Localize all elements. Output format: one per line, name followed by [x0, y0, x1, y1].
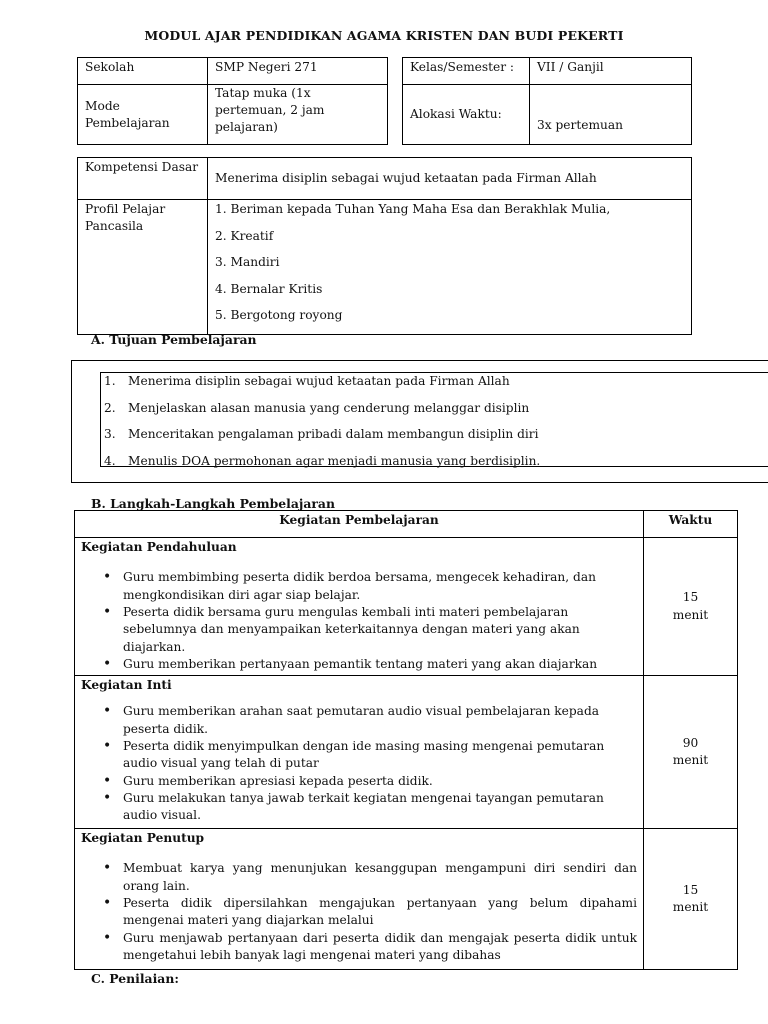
waktu-unit: menit: [672, 607, 709, 622]
phase-cell-penutup: [75, 829, 644, 970]
bullet-item: • Peserta didik menyimpulkan dengan ide masing masing mengenai pemutaran audio visual yang telah di putar: [75, 738, 643, 773]
tujuan-num: 3.: [104, 427, 116, 441]
langkah-table: [74, 510, 738, 970]
waktu-unit: menit: [672, 900, 709, 914]
tujuan-item: [104, 373, 768, 400]
waktu-cell-pendahuluan: [644, 538, 738, 676]
kelas-label: Kelas/Semester :: [403, 58, 530, 85]
profil-item: 2. Kreatif: [215, 228, 274, 243]
sekolah-label: Sekolah: [78, 58, 208, 85]
waktu-number: 15: [682, 882, 699, 897]
document-title: MODUL AJAR PENDIDIKAN AGAMA KRISTEN DAN BUDI PEKERTI: [144, 28, 624, 43]
bullet-item: • Guru membimbing peserta didik berdoa bersama, mengecek kehadiran, dan mengkondisikan diri agar siap belajar.: [75, 569, 643, 604]
phase-bullets-pendahuluan: [75, 569, 643, 673]
section-a-heading: A. Tujuan Pembelajaran: [91, 332, 257, 347]
info-table-right: [402, 57, 692, 145]
phase-cell-inti: [75, 676, 644, 829]
waktu-number: 15: [682, 590, 699, 605]
tujuan-text: Menulis DOA permohonan agar menjadi manusia yang berdisiplin.: [128, 453, 541, 468]
alokasi-value: 3x pertemuan: [530, 85, 692, 145]
section-b-heading: B. Langkah-Langkah Pembelajaran: [91, 496, 335, 511]
tujuan-item: [104, 400, 768, 427]
tujuan-item: [104, 453, 768, 480]
bullet-item: • Guru melakukan tanya jawab terkait kegiatan mengenai tayangan pemutaran audio visual.: [75, 790, 643, 825]
profil-item: 3. Mandiri: [215, 255, 280, 270]
tujuan-list-box: [100, 372, 768, 467]
phase-title-inti: Kegiatan Inti: [81, 678, 172, 692]
bullet-item: • Peserta didik bersama guru mengulas kembali inti materi pembelajaran sebelumnya dan menyampaikan keterkaitannya dengan materi yang akan diajarkan.: [75, 604, 643, 656]
phase-title-penutup: Kegiatan Penutup: [81, 831, 205, 845]
sekolah-value: SMP Negeri 271: [208, 58, 388, 85]
tujuan-num: 1.: [104, 374, 116, 388]
tujuan-item: [104, 426, 768, 453]
kd-value: Menerima disiplin sebagai wujud ketaatan pada Firman Allah: [208, 158, 692, 200]
section-c-heading: C. Penilaian:: [91, 971, 179, 986]
kompetensi-table: [77, 157, 692, 335]
waktu-cell-penutup: [644, 829, 738, 970]
bullet-item: • Guru memberikan arahan saat pemutaran audio visual pembelajaran kepada peserta didik.: [75, 703, 643, 738]
waktu-cell-inti: [644, 676, 738, 829]
bullet-item: • Membuat karya yang menunjukan kesanggupan mengampuni diri sendiri dan orang lain.: [75, 860, 643, 895]
phase-bullets-penutup: [75, 860, 643, 964]
tujuan-num: 4.: [104, 453, 116, 468]
profil-item: 1. Beriman kepada Tuhan Yang Maha Esa dan Berakhlak Mulia,: [215, 202, 611, 216]
phase-bullets-inti: [75, 703, 643, 824]
tujuan-text: Menjelaskan alasan manusia yang cenderung melanggar disiplin: [128, 400, 530, 415]
tujuan-text: Menerima disiplin sebagai wujud ketaatan pada Firman Allah: [128, 374, 510, 388]
tujuan-num: 2.: [104, 400, 116, 415]
phase-title-pendahuluan: Kegiatan Pendahuluan: [81, 540, 237, 554]
profil-item: 4. Bernalar Kritis: [215, 281, 323, 296]
kd-label: Kompetensi Dasar: [78, 158, 208, 200]
waktu-number: 90: [682, 735, 699, 750]
alokasi-label: Alokasi Waktu:: [403, 85, 530, 145]
profil-item: 5. Bergotong royong: [215, 308, 343, 323]
waktu-unit: menit: [672, 753, 709, 767]
bullet-item: • Guru memberikan pertanyaan pemantik tentang materi yang akan diajarkan: [75, 656, 643, 673]
kegiatan-column-header: Kegiatan Pembelajaran: [75, 511, 644, 538]
mode-label: Mode Pembelajaran: [78, 85, 208, 145]
profil-list: [208, 200, 692, 335]
info-table-left: [77, 57, 388, 145]
bullet-item: • Guru memberikan apresiasi kepada peserta didik.: [75, 773, 643, 790]
tujuan-text: Menceritakan pengalaman pribadi dalam membangun disiplin diri: [128, 427, 539, 441]
bullet-item: • Guru menjawab pertanyaan dari peserta didik dan mengajak peserta didik untuk mengetahui lebih banyak lagi mengenai materi yang dibahas: [75, 930, 643, 965]
phase-cell-pendahuluan: [75, 538, 644, 676]
kelas-value: VII / Ganjil: [530, 58, 692, 85]
profil-label: Profil Pelajar Pancasila: [78, 200, 208, 335]
mode-value: Tatap muka (1x pertemuan, 2 jam pelajaran): [208, 85, 388, 145]
waktu-column-header: Waktu: [644, 511, 738, 538]
bullet-item: • Peserta didik dipersilahkan mengajukan pertanyaan yang belum dipahami mengenai materi yang diajarkan melalui: [75, 895, 643, 930]
